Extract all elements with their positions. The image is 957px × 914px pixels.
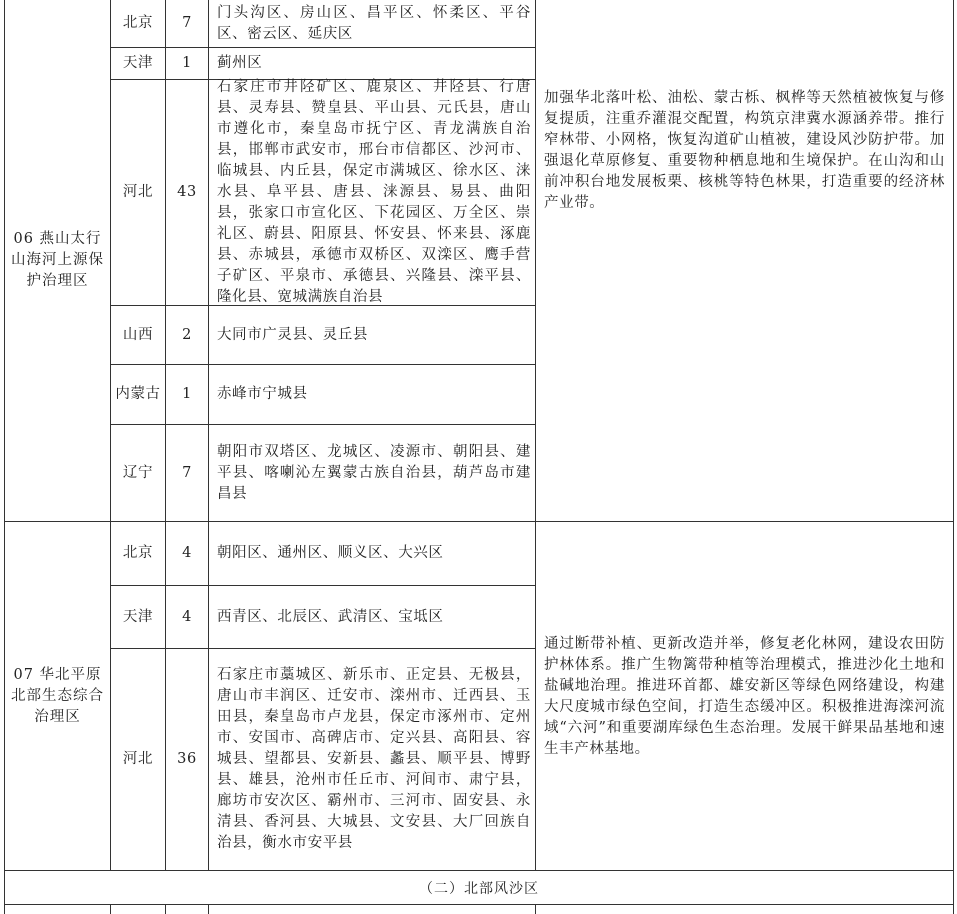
zone-06-count-shanxi: 2 [182, 326, 192, 343]
column-divider [165, 904, 166, 914]
zone-07-province-beijing: 北京 [122, 545, 154, 561]
zone-06-count-hebei: 43 [177, 184, 197, 200]
zone-06-name [5, 0, 110, 521]
zone-07-count-hebei: 36 [177, 751, 197, 767]
zone-07-name [5, 522, 110, 870]
zone-06-count-liaoning: 7 [182, 464, 192, 481]
section-header: （二）北部风沙区 [419, 880, 539, 897]
zone-06-name-text: 06 燕山太行山海河上源保护治理区 [11, 231, 104, 289]
zone-06-province-beijing: 北京 [122, 15, 154, 31]
column-divider [110, 904, 111, 914]
zone-06-province-shanxi: 山西 [122, 326, 154, 343]
zone-06-province-neimenggu: 内蒙古 [115, 386, 161, 402]
zone-06-counties-hebei: 石家庄市井陉矿区、鹿泉区、井陉县、行唐县、灵寿县、赞皇县、平山县、元氏县，唐山市遵化市，秦皇岛市抚宁区、青龙满族自治县，邯郸市武安市，邢台市信都区、沙河市、临城县、内丘县，保定市满城区、徐水区、涞水县、阜平县、唐县、涞源县、易县、曲阳县，张家口市宣化区、下花园区、万全区、崇礼区、蔚县、阳原县、怀安县、怀来县、涿鹿县、赤城县，承德市双桥区、双滦区、鹰手营子矿区、平泉市、承德县、兴隆县、滦平县、隆化县、宽城满族自治县 [217, 79, 531, 305]
zone-06-counties-shanxi: 大同市广灵县、灵丘县 [217, 326, 368, 343]
zone-07-name-text: 07 华北平原北部生态综合治理区 [11, 666, 104, 725]
zone-06-counties-neimenggu: 赤峰市宁城县 [217, 386, 308, 402]
zone-07-count-beijing: 4 [182, 545, 192, 561]
zone-06-measures: 加强华北落叶松、油松、蒙古栎、枫桦等天然植被恢复与修复提质，注重乔灌混交配置，构筑京津冀水源涵养带。推行窄林带、小网格，恢复沟道矿山植被，建设风沙防护带。加强退化草原修复、重要物种栖息地和生境保护。在山沟和山前冲积台地发展板栗、核桃等特色林果，打造重要的经济林产业带。 [544, 90, 945, 211]
zone-06-count-tianjin: 1 [182, 55, 192, 71]
table-border-right [953, 0, 954, 914]
zone-07-counties-beijing: 朝阳区、通州区、顺义区、大兴区 [217, 545, 444, 561]
zone-07-measures: 通过断带补植、更新改造并举，修复老化林网，建设农田防护林体系。推广生物篱带种植等治理模式，推进沙化土地和盐碱地治理。推进环首都、雄安新区等绿色网络建设，构建大尺度城市绿色空间，打造生态缓冲区。积极推进海滦河流域“六河”和重要湖库绿色生态治理。发展干鲜果品基地和速生丰产林基地。 [544, 636, 945, 757]
zone-06-count-beijing: 7 [182, 15, 192, 31]
zone-07-counties-tianjin: 西青区、北辰区、武清区、宝坻区 [217, 608, 444, 625]
column-divider [208, 904, 209, 914]
zone-06-province-liaoning: 辽宁 [122, 464, 154, 481]
zone-07-counties-hebei: 石家庄市藁城区、新乐市、正定县、无极县，唐山市丰润区、迁安市、滦州市、迁西县、玉田县，秦皇岛市卢龙县，保定市涿州市、定州市、安国市、高碑店市、定兴县、高阳县、容城县、望都县、安新县、蠡县、顺平县、博野县、雄县，沧州市任丘市、河间市、肃宁县，廊坊市安次区、霸州市、三河市、固安县、永清县、香河县、大城县、文安县、大厂回族自治县，衡水市安平县 [217, 667, 531, 851]
footer-bottom-line [4, 904, 954, 905]
zone-06-counties-beijing: 门头沟区、房山区、昌平区、怀柔区、平谷区、密云区、延庆区 [217, 4, 531, 42]
zone-06-counties-liaoning: 朝阳市双塔区、龙城区、凌源市、朝阳县、建平县、喀喇沁左翼蒙古族自治县，葫芦岛市建昌县 [217, 443, 531, 502]
zone-07-province-tianjin: 天津 [122, 608, 154, 625]
zone-07-province-hebei: 河北 [122, 751, 154, 767]
zone-07-count-tianjin: 4 [182, 608, 192, 625]
zone-06-count-neimenggu: 1 [182, 386, 192, 402]
zone-06-province-hebei: 河北 [122, 184, 154, 200]
zone-06-province-tianjin: 天津 [122, 55, 154, 71]
zone-06-counties-tianjin: 蓟州区 [217, 55, 263, 71]
column-divider [535, 904, 536, 914]
